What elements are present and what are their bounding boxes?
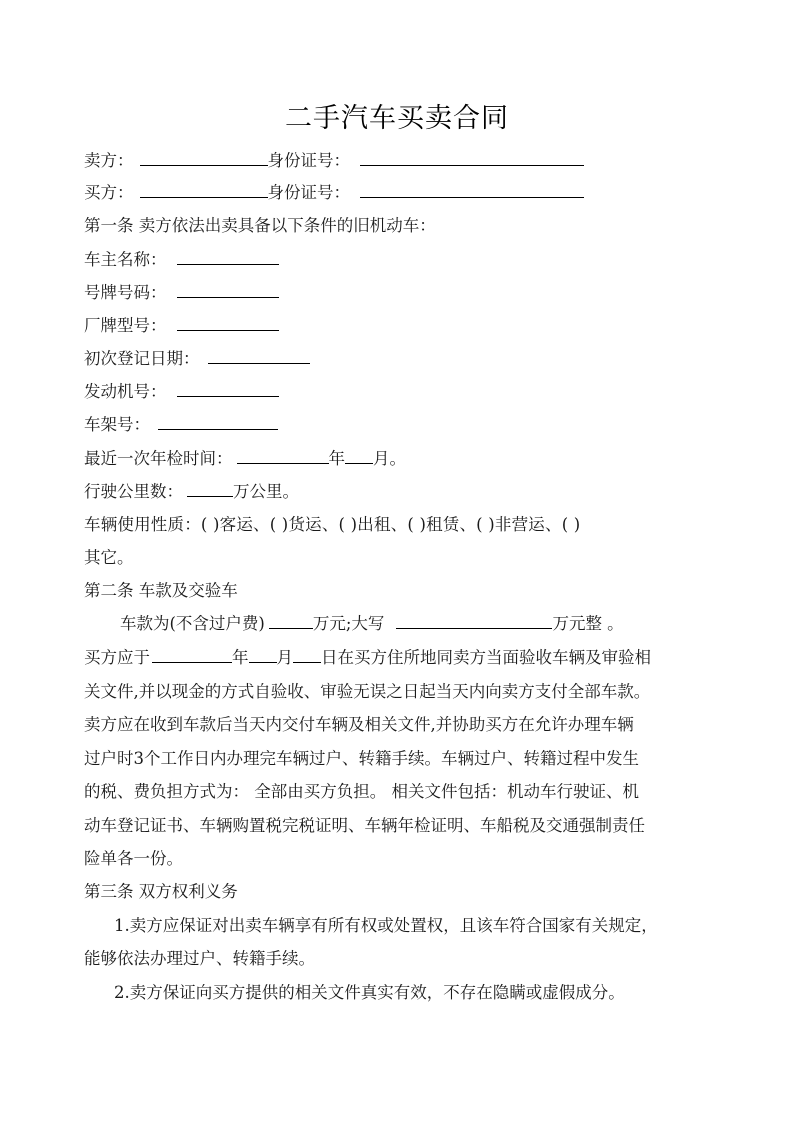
first-registration-row (84, 348, 310, 370)
price-prefix: 车款为(不含过户费) (120, 614, 265, 633)
first-registration-field[interactable] (208, 348, 310, 364)
payment-line-4: 过户时3个工作日内办理完车辆过户、转籍手续。车辆过户、转籍过程中发生 (84, 749, 639, 768)
inspection-year-field[interactable] (237, 448, 329, 464)
plate-number-field[interactable] (177, 282, 279, 298)
buyer-label: 买方： (84, 183, 134, 202)
vin-field[interactable] (158, 414, 278, 430)
inspection-month-field[interactable] (345, 448, 373, 464)
seller-line (84, 150, 584, 172)
owner-name-label: 车主名称： (84, 250, 167, 269)
seller-label: 卖方： (84, 151, 134, 170)
seller-id-label: 身份证号： (267, 151, 350, 170)
article1-heading: 第一条 卖方依法出卖具备以下条件的旧机动车： (84, 216, 436, 235)
owner-name-row (84, 249, 279, 271)
inspection-year-unit: 年 (328, 449, 345, 468)
vin-label: 车架号： (84, 415, 150, 434)
payment-line-1 (84, 647, 651, 669)
engine-number-row (84, 381, 279, 403)
price-number-field[interactable] (269, 613, 313, 629)
article3-item2-line1: 2.卖方保证向买方提供的相关文件真实有效，不存在隐瞒或虚假成分。 (114, 983, 625, 1002)
mileage-unit: 万公里。 (233, 482, 299, 501)
payment-day-field[interactable] (293, 647, 321, 663)
seller-id-field[interactable] (360, 150, 584, 166)
brand-model-row (84, 315, 279, 337)
price-row (120, 613, 624, 635)
usage-type-row: 车辆使用性质：( )客运、( )货运、( )出租、( )租赁、( )非营运、( ) (84, 515, 581, 534)
first-registration-label: 初次登记日期： (84, 349, 200, 368)
mileage-row (84, 481, 299, 503)
engine-number-field[interactable] (177, 381, 279, 397)
payment-month-field[interactable] (249, 647, 277, 663)
article2-heading: 第二条 车款及交验车 (84, 581, 238, 600)
mileage-label: 行驶公里数： (84, 482, 183, 501)
article3-heading: 第三条 双方权利义务 (84, 882, 238, 901)
mileage-field[interactable] (187, 481, 233, 497)
document-title: 二手汽车买卖合同 (285, 103, 509, 134)
inspection-month-unit: 月。 (373, 449, 406, 468)
buyer-id-field[interactable] (360, 182, 584, 198)
brand-model-field[interactable] (177, 315, 279, 331)
payment-year-unit: 年 (232, 648, 249, 667)
price-unit: 万元;大写 (312, 614, 385, 633)
vin-row (84, 414, 278, 436)
buyer-line (84, 182, 584, 204)
payment-prefix: 买方应于 (84, 648, 150, 667)
payment-line-2: 关文件,并以现金的方式自验收、审验无误之日起当天内向卖方支付全部车款。 (84, 682, 651, 701)
payment-day-rest: 日在买方住所地同卖方当面验收车辆及审验相 (321, 648, 651, 667)
plate-number-label: 号牌号码： (84, 283, 167, 302)
article3-item1-line2: 能够依法办理过户、转籍手续。 (84, 949, 315, 968)
price-words-field[interactable] (396, 613, 552, 629)
payment-line-6: 动车登记证书、车辆购置税完税证明、车辆年检证明、车船税及交通强制责任 (84, 816, 645, 835)
brand-model-label: 厂牌型号： (84, 316, 167, 335)
usage-type-cont: 其它。 (84, 548, 134, 567)
payment-line-7: 险单各一份。 (84, 849, 183, 868)
article3-item1-line1: 1.卖方应保证对出卖车辆享有所有权或处置权，且该车符合国家有关规定， (114, 916, 658, 935)
payment-line-5: 的税、费负担方式为： 全部由买方负担。 相关文件包括：机动车行驶证、机 (84, 782, 639, 801)
engine-number-label: 发动机号： (84, 382, 167, 401)
seller-name-field[interactable] (140, 150, 268, 166)
inspection-label: 最近一次年检时间： (84, 449, 233, 468)
plate-number-row (84, 282, 279, 304)
price-words-unit: 万元整 。 (552, 614, 624, 633)
payment-year-field[interactable] (152, 647, 232, 663)
buyer-name-field[interactable] (140, 182, 268, 198)
payment-line-3: 卖方应在收到车款后当天内交付车辆及相关文件,并协助买方在允许办理车辆 (84, 715, 634, 734)
inspection-row (84, 448, 406, 470)
owner-name-field[interactable] (177, 249, 279, 265)
buyer-id-label: 身份证号： (267, 183, 350, 202)
payment-month-unit: 月 (276, 648, 293, 667)
